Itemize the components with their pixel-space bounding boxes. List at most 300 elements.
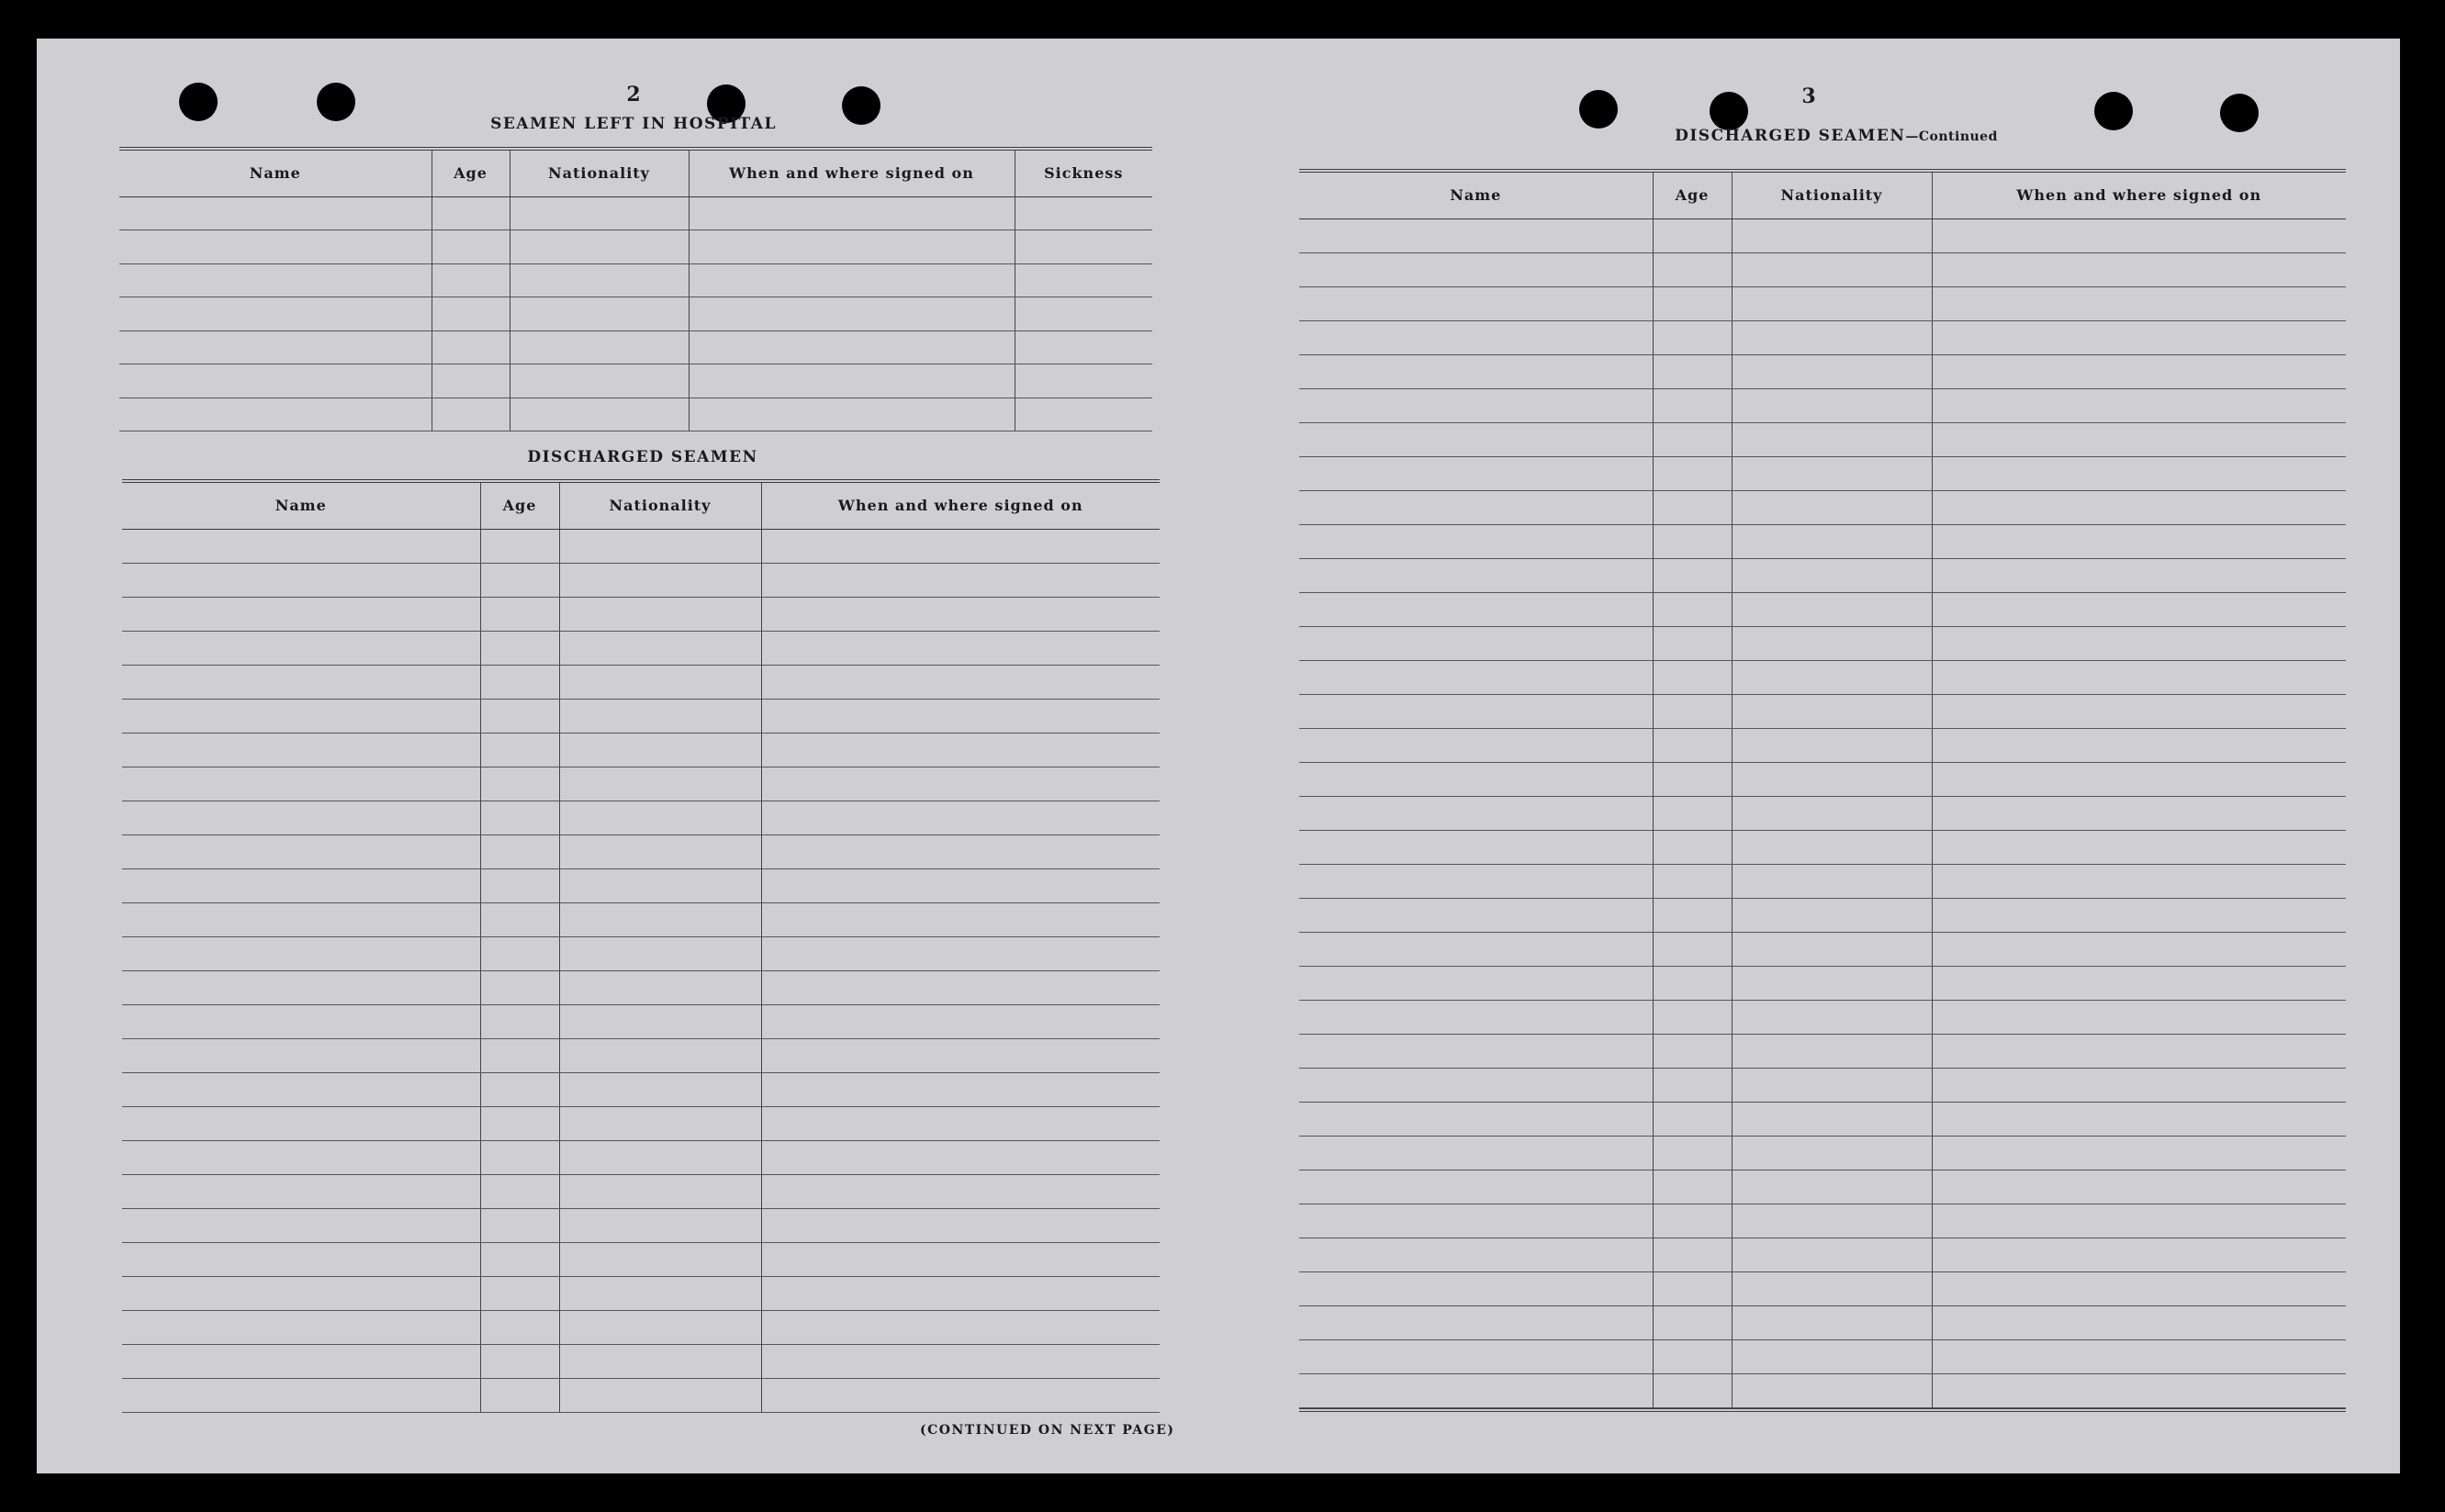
blank-entry-cell[interactable] bbox=[510, 330, 689, 364]
blank-entry-cell[interactable] bbox=[1732, 1339, 1932, 1373]
blank-entry-cell[interactable] bbox=[1932, 422, 2346, 456]
blank-entry-cell[interactable] bbox=[1299, 694, 1653, 728]
column-header: When and where signed on bbox=[761, 483, 1160, 529]
blank-entry-cell[interactable] bbox=[1732, 1238, 1932, 1271]
blank-entry-cell[interactable] bbox=[689, 230, 1015, 264]
table-row bbox=[122, 597, 1160, 631]
blank-entry-cell[interactable] bbox=[559, 767, 761, 801]
blank-entry-cell[interactable] bbox=[689, 364, 1015, 398]
blank-entry-cell[interactable] bbox=[122, 1344, 480, 1378]
blank-entry-cell[interactable] bbox=[1932, 966, 2346, 1000]
blank-entry-cell[interactable] bbox=[1732, 354, 1932, 388]
blank-entry-cell[interactable] bbox=[119, 196, 432, 230]
blank-entry-cell[interactable] bbox=[761, 1072, 1160, 1106]
blank-entry-cell[interactable] bbox=[1932, 626, 2346, 660]
blank-entry-cell[interactable] bbox=[432, 230, 510, 264]
blank-entry-cell[interactable] bbox=[559, 1140, 761, 1174]
blank-entry-cell[interactable] bbox=[432, 263, 510, 297]
blank-entry-cell[interactable] bbox=[559, 1106, 761, 1140]
blank-entry-cell[interactable] bbox=[1299, 490, 1653, 524]
blank-entry-cell[interactable] bbox=[1653, 694, 1732, 728]
blank-entry-cell[interactable] bbox=[1299, 1271, 1653, 1305]
punch-hole-icon bbox=[2094, 92, 2133, 130]
blank-entry-cell[interactable] bbox=[761, 1276, 1160, 1310]
blank-entry-cell[interactable] bbox=[1732, 1000, 1932, 1034]
blank-entry-cell[interactable] bbox=[1932, 1204, 2346, 1238]
blank-entry-cell[interactable] bbox=[1653, 1373, 1732, 1407]
table-row bbox=[122, 767, 1160, 801]
table-row bbox=[122, 1310, 1160, 1344]
blank-entry-cell[interactable] bbox=[1653, 1000, 1732, 1034]
blank-entry-cell[interactable] bbox=[1653, 490, 1732, 524]
blank-entry-cell[interactable] bbox=[1732, 320, 1932, 354]
blank-entry-cell[interactable] bbox=[1932, 592, 2346, 626]
blank-entry-cell[interactable] bbox=[1299, 1339, 1653, 1373]
blank-entry-cell[interactable] bbox=[1299, 388, 1653, 422]
blank-entry-cell[interactable] bbox=[1299, 1034, 1653, 1068]
blank-entry-cell[interactable] bbox=[1299, 1068, 1653, 1102]
blank-entry-cell[interactable] bbox=[510, 263, 689, 297]
blank-entry-cell[interactable] bbox=[122, 699, 480, 733]
blank-entry-cell[interactable] bbox=[559, 699, 761, 733]
table-row bbox=[1299, 1034, 2346, 1068]
blank-entry-cell[interactable] bbox=[559, 801, 761, 834]
blank-entry-cell[interactable] bbox=[1732, 762, 1932, 796]
blank-entry-cell[interactable] bbox=[1653, 966, 1732, 1000]
blank-entry-cell[interactable] bbox=[559, 597, 761, 631]
blank-entry-cell[interactable] bbox=[480, 529, 559, 563]
blank-entry-cell[interactable] bbox=[761, 936, 1160, 970]
table-row bbox=[122, 868, 1160, 902]
blank-entry-cell[interactable] bbox=[480, 1344, 559, 1378]
blank-entry-cell[interactable] bbox=[1653, 864, 1732, 898]
blank-entry-cell[interactable] bbox=[761, 834, 1160, 868]
blank-entry-cell[interactable] bbox=[761, 1004, 1160, 1038]
blank-entry-cell[interactable] bbox=[559, 970, 761, 1004]
blank-entry-cell[interactable] bbox=[1015, 196, 1152, 230]
blank-entry-cell[interactable] bbox=[1932, 354, 2346, 388]
blank-entry-cell[interactable] bbox=[432, 297, 510, 331]
blank-entry-cell[interactable] bbox=[1299, 456, 1653, 490]
blank-entry-cell[interactable] bbox=[1932, 1339, 2346, 1373]
blank-entry-cell[interactable] bbox=[761, 1038, 1160, 1072]
blank-entry-cell[interactable] bbox=[1932, 1136, 2346, 1170]
blank-entry-cell[interactable] bbox=[122, 1106, 480, 1140]
blank-entry-cell[interactable] bbox=[1299, 1136, 1653, 1170]
blank-entry-cell[interactable] bbox=[1932, 1238, 2346, 1271]
blank-entry-cell[interactable] bbox=[1653, 558, 1732, 592]
blank-entry-cell[interactable] bbox=[1932, 1305, 2346, 1339]
blank-entry-cell[interactable] bbox=[1299, 1102, 1653, 1136]
blank-entry-cell[interactable] bbox=[1932, 1170, 2346, 1204]
blank-entry-cell[interactable] bbox=[1932, 490, 2346, 524]
blank-entry-cell[interactable] bbox=[761, 529, 1160, 563]
blank-entry-cell[interactable] bbox=[480, 1242, 559, 1276]
blank-entry-cell[interactable] bbox=[1932, 830, 2346, 864]
blank-entry-cell[interactable] bbox=[122, 1174, 480, 1208]
blank-entry-cell[interactable] bbox=[510, 297, 689, 331]
blank-entry-cell[interactable] bbox=[1732, 286, 1932, 320]
blank-entry-cell[interactable] bbox=[1732, 592, 1932, 626]
blank-entry-cell[interactable] bbox=[559, 1310, 761, 1344]
blank-entry-cell[interactable] bbox=[1299, 320, 1653, 354]
blank-entry-cell[interactable] bbox=[122, 1038, 480, 1072]
blank-entry-cell[interactable] bbox=[480, 563, 559, 597]
blank-entry-cell[interactable] bbox=[432, 330, 510, 364]
blank-entry-cell[interactable] bbox=[559, 1038, 761, 1072]
blank-entry-cell[interactable] bbox=[1653, 218, 1732, 252]
blank-entry-cell[interactable] bbox=[1932, 456, 2346, 490]
blank-entry-cell[interactable] bbox=[559, 1174, 761, 1208]
blank-entry-cell[interactable] bbox=[1299, 524, 1653, 558]
blank-entry-cell[interactable] bbox=[1732, 830, 1932, 864]
blank-entry-cell[interactable] bbox=[1299, 252, 1653, 286]
blank-entry-cell[interactable] bbox=[1732, 252, 1932, 286]
blank-entry-cell[interactable] bbox=[559, 1208, 761, 1242]
blank-entry-cell[interactable] bbox=[480, 733, 559, 767]
blank-entry-cell[interactable] bbox=[1653, 1271, 1732, 1305]
blank-entry-cell[interactable] bbox=[559, 563, 761, 597]
blank-entry-cell[interactable] bbox=[1299, 966, 1653, 1000]
blank-entry-cell[interactable] bbox=[761, 1208, 1160, 1242]
blank-entry-cell[interactable] bbox=[559, 529, 761, 563]
blank-entry-cell[interactable] bbox=[689, 297, 1015, 331]
blank-entry-cell[interactable] bbox=[1932, 728, 2346, 762]
blank-entry-cell[interactable] bbox=[1653, 796, 1732, 830]
blank-entry-cell[interactable] bbox=[761, 665, 1160, 699]
blank-entry-cell[interactable] bbox=[761, 1310, 1160, 1344]
blank-entry-cell[interactable] bbox=[122, 767, 480, 801]
blank-entry-cell[interactable] bbox=[122, 936, 480, 970]
blank-entry-cell[interactable] bbox=[1732, 796, 1932, 830]
blank-entry-cell[interactable] bbox=[1299, 286, 1653, 320]
blank-entry-cell[interactable] bbox=[480, 1106, 559, 1140]
blank-entry-cell[interactable] bbox=[1932, 762, 2346, 796]
blank-entry-cell[interactable] bbox=[480, 902, 559, 936]
blank-entry-cell[interactable] bbox=[761, 801, 1160, 834]
blank-entry-cell[interactable] bbox=[559, 834, 761, 868]
table-row bbox=[1299, 1000, 2346, 1034]
blank-entry-cell[interactable] bbox=[122, 1072, 480, 1106]
blank-entry-cell[interactable] bbox=[122, 868, 480, 902]
blank-entry-cell[interactable] bbox=[1015, 398, 1152, 431]
blank-entry-cell[interactable] bbox=[1299, 1204, 1653, 1238]
blank-entry-cell[interactable] bbox=[1732, 218, 1932, 252]
blank-entry-cell[interactable] bbox=[1653, 1034, 1732, 1068]
blank-entry-cell[interactable] bbox=[122, 1208, 480, 1242]
blank-entry-cell[interactable] bbox=[559, 868, 761, 902]
blank-entry-cell[interactable] bbox=[1299, 558, 1653, 592]
blank-entry-cell[interactable] bbox=[480, 834, 559, 868]
blank-entry-cell[interactable] bbox=[1653, 252, 1732, 286]
blank-entry-cell[interactable] bbox=[559, 936, 761, 970]
blank-entry-cell[interactable] bbox=[761, 563, 1160, 597]
blank-entry-cell[interactable] bbox=[480, 699, 559, 733]
blank-entry-cell[interactable] bbox=[761, 1140, 1160, 1174]
blank-entry-cell[interactable] bbox=[1015, 263, 1152, 297]
blank-entry-cell[interactable] bbox=[480, 1004, 559, 1038]
blank-entry-cell[interactable] bbox=[1732, 660, 1932, 694]
blank-entry-cell[interactable] bbox=[122, 563, 480, 597]
blank-entry-cell[interactable] bbox=[1732, 864, 1932, 898]
blank-entry-cell[interactable] bbox=[1932, 286, 2346, 320]
blank-entry-cell[interactable] bbox=[559, 1378, 761, 1412]
blank-entry-cell[interactable] bbox=[119, 230, 432, 264]
blank-entry-cell[interactable] bbox=[559, 1072, 761, 1106]
blank-entry-cell[interactable] bbox=[122, 1310, 480, 1344]
table-row bbox=[122, 631, 1160, 665]
blank-entry-cell[interactable] bbox=[1653, 320, 1732, 354]
blank-entry-cell[interactable] bbox=[1653, 1170, 1732, 1204]
blank-entry-cell[interactable] bbox=[122, 1276, 480, 1310]
blank-entry-cell[interactable] bbox=[510, 398, 689, 431]
blank-entry-cell[interactable] bbox=[1932, 524, 2346, 558]
blank-entry-cell[interactable] bbox=[480, 1140, 559, 1174]
blank-entry-cell[interactable] bbox=[122, 733, 480, 767]
blank-entry-cell[interactable] bbox=[122, 801, 480, 834]
blank-entry-cell[interactable] bbox=[761, 767, 1160, 801]
blank-entry-cell[interactable] bbox=[122, 1140, 480, 1174]
blank-entry-cell[interactable] bbox=[1653, 1238, 1732, 1271]
blank-entry-cell[interactable] bbox=[1299, 830, 1653, 864]
blank-entry-cell[interactable] bbox=[1015, 364, 1152, 398]
blank-entry-cell[interactable] bbox=[1732, 558, 1932, 592]
blank-entry-cell[interactable] bbox=[1732, 1034, 1932, 1068]
blank-entry-cell[interactable] bbox=[480, 1276, 559, 1310]
blank-entry-cell[interactable] bbox=[480, 936, 559, 970]
blank-entry-cell[interactable] bbox=[510, 230, 689, 264]
blank-entry-cell[interactable] bbox=[1932, 660, 2346, 694]
blank-entry-cell[interactable] bbox=[1732, 422, 1932, 456]
blank-entry-cell[interactable] bbox=[1653, 422, 1732, 456]
table-row bbox=[1299, 966, 2346, 1000]
blank-entry-cell[interactable] bbox=[761, 1174, 1160, 1208]
blank-entry-cell[interactable] bbox=[1732, 524, 1932, 558]
blank-entry-cell[interactable] bbox=[119, 398, 432, 431]
blank-entry-cell[interactable] bbox=[1932, 932, 2346, 966]
blank-entry-cell[interactable] bbox=[432, 364, 510, 398]
table-row bbox=[122, 1038, 1160, 1072]
blank-entry-cell[interactable] bbox=[1299, 626, 1653, 660]
blank-entry-cell[interactable] bbox=[1299, 592, 1653, 626]
blank-entry-cell[interactable] bbox=[1653, 762, 1732, 796]
blank-entry-cell[interactable] bbox=[1732, 898, 1932, 932]
blank-entry-cell[interactable] bbox=[1653, 286, 1732, 320]
blank-entry-cell[interactable] bbox=[510, 364, 689, 398]
blank-entry-cell[interactable] bbox=[1932, 1000, 2346, 1034]
blank-entry-cell[interactable] bbox=[1653, 626, 1732, 660]
blank-entry-cell[interactable] bbox=[122, 970, 480, 1004]
blank-entry-cell[interactable] bbox=[1653, 660, 1732, 694]
blank-entry-cell[interactable] bbox=[761, 631, 1160, 665]
blank-entry-cell[interactable] bbox=[122, 529, 480, 563]
blank-entry-cell[interactable] bbox=[761, 733, 1160, 767]
blank-entry-cell[interactable] bbox=[1653, 1068, 1732, 1102]
blank-entry-cell[interactable] bbox=[480, 801, 559, 834]
blank-entry-cell[interactable] bbox=[559, 1276, 761, 1310]
table-row bbox=[122, 1344, 1160, 1378]
column-header: When and where signed on bbox=[1932, 173, 2346, 218]
blank-entry-cell[interactable] bbox=[1732, 1136, 1932, 1170]
blank-entry-cell[interactable] bbox=[1653, 388, 1732, 422]
blank-entry-cell[interactable] bbox=[432, 398, 510, 431]
blank-entry-cell[interactable] bbox=[1732, 388, 1932, 422]
blank-entry-cell[interactable] bbox=[480, 1378, 559, 1412]
blank-entry-cell[interactable] bbox=[1732, 456, 1932, 490]
blank-entry-cell[interactable] bbox=[1732, 626, 1932, 660]
blank-entry-cell[interactable] bbox=[1653, 456, 1732, 490]
blank-entry-cell[interactable] bbox=[480, 1208, 559, 1242]
blank-entry-cell[interactable] bbox=[480, 1310, 559, 1344]
blank-entry-cell[interactable] bbox=[559, 631, 761, 665]
blank-entry-cell[interactable] bbox=[1015, 230, 1152, 264]
blank-entry-cell[interactable] bbox=[1932, 694, 2346, 728]
blank-entry-cell[interactable] bbox=[689, 263, 1015, 297]
blank-entry-cell[interactable] bbox=[122, 902, 480, 936]
blank-entry-cell[interactable] bbox=[510, 196, 689, 230]
blank-entry-cell[interactable] bbox=[1653, 524, 1732, 558]
blank-entry-cell[interactable] bbox=[1299, 422, 1653, 456]
blank-entry-cell[interactable] bbox=[1299, 762, 1653, 796]
blank-entry-cell[interactable] bbox=[1732, 1373, 1932, 1407]
blank-entry-cell[interactable] bbox=[559, 665, 761, 699]
blank-entry-cell[interactable] bbox=[559, 1242, 761, 1276]
blank-entry-cell[interactable] bbox=[1015, 297, 1152, 331]
blank-entry-cell[interactable] bbox=[761, 1242, 1160, 1276]
blank-entry-cell[interactable] bbox=[1732, 728, 1932, 762]
blank-entry-cell[interactable] bbox=[1653, 354, 1732, 388]
blank-entry-cell[interactable] bbox=[1299, 898, 1653, 932]
blank-entry-cell[interactable] bbox=[1299, 728, 1653, 762]
blank-entry-cell[interactable] bbox=[1653, 1339, 1732, 1373]
blank-entry-cell[interactable] bbox=[1653, 1136, 1732, 1170]
blank-entry-cell[interactable] bbox=[689, 398, 1015, 431]
blank-entry-cell[interactable] bbox=[122, 665, 480, 699]
blank-entry-cell[interactable] bbox=[1653, 932, 1732, 966]
blank-entry-cell[interactable] bbox=[1732, 966, 1932, 1000]
column-header: Name bbox=[1299, 173, 1653, 218]
blank-entry-cell[interactable] bbox=[1299, 796, 1653, 830]
blank-entry-cell[interactable] bbox=[480, 1072, 559, 1106]
blank-entry-cell[interactable] bbox=[1932, 1068, 2346, 1102]
blank-entry-cell[interactable] bbox=[1299, 932, 1653, 966]
blank-entry-cell[interactable] bbox=[1732, 1271, 1932, 1305]
blank-entry-cell[interactable] bbox=[1732, 1305, 1932, 1339]
blank-entry-cell[interactable] bbox=[1732, 694, 1932, 728]
blank-entry-cell[interactable] bbox=[119, 263, 432, 297]
blank-entry-cell[interactable] bbox=[761, 699, 1160, 733]
blank-entry-cell[interactable] bbox=[432, 196, 510, 230]
blank-entry-cell[interactable] bbox=[1932, 796, 2346, 830]
blank-entry-cell[interactable] bbox=[1932, 388, 2346, 422]
blank-entry-cell[interactable] bbox=[1932, 1102, 2346, 1136]
blank-entry-cell[interactable] bbox=[480, 631, 559, 665]
table-row bbox=[119, 196, 1152, 230]
blank-entry-cell[interactable] bbox=[1653, 728, 1732, 762]
blank-entry-cell[interactable] bbox=[1732, 1170, 1932, 1204]
blank-entry-cell[interactable] bbox=[1653, 592, 1732, 626]
column-header: Name bbox=[119, 151, 432, 196]
blank-entry-cell[interactable] bbox=[761, 970, 1160, 1004]
blank-entry-cell[interactable] bbox=[1299, 218, 1653, 252]
blank-entry-cell[interactable] bbox=[559, 902, 761, 936]
blank-entry-cell[interactable] bbox=[1299, 354, 1653, 388]
blank-entry-cell[interactable] bbox=[1653, 1204, 1732, 1238]
blank-entry-cell[interactable] bbox=[1299, 1170, 1653, 1204]
blank-entry-cell[interactable] bbox=[761, 1378, 1160, 1412]
blank-entry-cell[interactable] bbox=[761, 597, 1160, 631]
blank-entry-cell[interactable] bbox=[480, 970, 559, 1004]
blank-entry-cell[interactable] bbox=[122, 1004, 480, 1038]
blank-entry-cell[interactable] bbox=[559, 733, 761, 767]
blank-entry-cell[interactable] bbox=[1932, 1034, 2346, 1068]
blank-entry-cell[interactable] bbox=[1932, 1373, 2346, 1407]
blank-entry-cell[interactable] bbox=[1299, 1305, 1653, 1339]
blank-entry-cell[interactable] bbox=[761, 902, 1160, 936]
blank-entry-cell[interactable] bbox=[559, 1004, 761, 1038]
blank-entry-cell[interactable] bbox=[1299, 864, 1653, 898]
table-row bbox=[1299, 592, 2346, 626]
blank-entry-cell[interactable] bbox=[559, 1344, 761, 1378]
blank-entry-cell[interactable] bbox=[761, 1344, 1160, 1378]
blank-entry-cell[interactable] bbox=[1299, 1000, 1653, 1034]
blank-entry-cell[interactable] bbox=[761, 1106, 1160, 1140]
blank-entry-cell[interactable] bbox=[1299, 660, 1653, 694]
blank-entry-cell[interactable] bbox=[122, 1242, 480, 1276]
blank-entry-cell[interactable] bbox=[1653, 1102, 1732, 1136]
discharged-continued-table bbox=[1299, 169, 2346, 1412]
blank-entry-cell[interactable] bbox=[119, 364, 432, 398]
blank-entry-cell[interactable] bbox=[1932, 558, 2346, 592]
blank-entry-cell[interactable] bbox=[1732, 1068, 1932, 1102]
table-row bbox=[122, 733, 1160, 767]
blank-entry-cell[interactable] bbox=[1015, 330, 1152, 364]
blank-entry-cell[interactable] bbox=[689, 196, 1015, 230]
blank-entry-cell[interactable] bbox=[1932, 864, 2346, 898]
table-row bbox=[1299, 1238, 2346, 1271]
table-row bbox=[119, 398, 1152, 431]
blank-entry-cell[interactable] bbox=[122, 597, 480, 631]
blank-entry-cell[interactable] bbox=[1732, 490, 1932, 524]
blank-entry-cell[interactable] bbox=[1732, 1102, 1932, 1136]
blank-entry-cell[interactable] bbox=[1299, 1373, 1653, 1407]
blank-entry-cell[interactable] bbox=[480, 1038, 559, 1072]
blank-entry-cell[interactable] bbox=[1732, 1204, 1932, 1238]
blank-entry-cell[interactable] bbox=[1732, 932, 1932, 966]
blank-entry-cell[interactable] bbox=[1653, 898, 1732, 932]
blank-entry-cell[interactable] bbox=[480, 597, 559, 631]
blank-entry-cell[interactable] bbox=[1932, 252, 2346, 286]
blank-entry-cell[interactable] bbox=[1299, 1238, 1653, 1271]
blank-entry-cell[interactable] bbox=[122, 834, 480, 868]
blank-entry-cell[interactable] bbox=[480, 868, 559, 902]
blank-entry-cell[interactable] bbox=[122, 1378, 480, 1412]
blank-entry-cell[interactable] bbox=[1932, 898, 2346, 932]
blank-entry-cell[interactable] bbox=[119, 297, 432, 331]
blank-entry-cell[interactable] bbox=[1932, 1271, 2346, 1305]
blank-entry-cell[interactable] bbox=[480, 1174, 559, 1208]
blank-entry-cell[interactable] bbox=[1653, 830, 1732, 864]
blank-entry-cell[interactable] bbox=[1932, 218, 2346, 252]
blank-entry-cell[interactable] bbox=[480, 665, 559, 699]
blank-entry-cell[interactable] bbox=[119, 330, 432, 364]
blank-entry-cell[interactable] bbox=[761, 868, 1160, 902]
blank-entry-cell[interactable] bbox=[1653, 1305, 1732, 1339]
blank-entry-cell[interactable] bbox=[689, 330, 1015, 364]
blank-entry-cell[interactable] bbox=[122, 631, 480, 665]
blank-entry-cell[interactable] bbox=[480, 767, 559, 801]
blank-entry-cell[interactable] bbox=[1932, 320, 2346, 354]
